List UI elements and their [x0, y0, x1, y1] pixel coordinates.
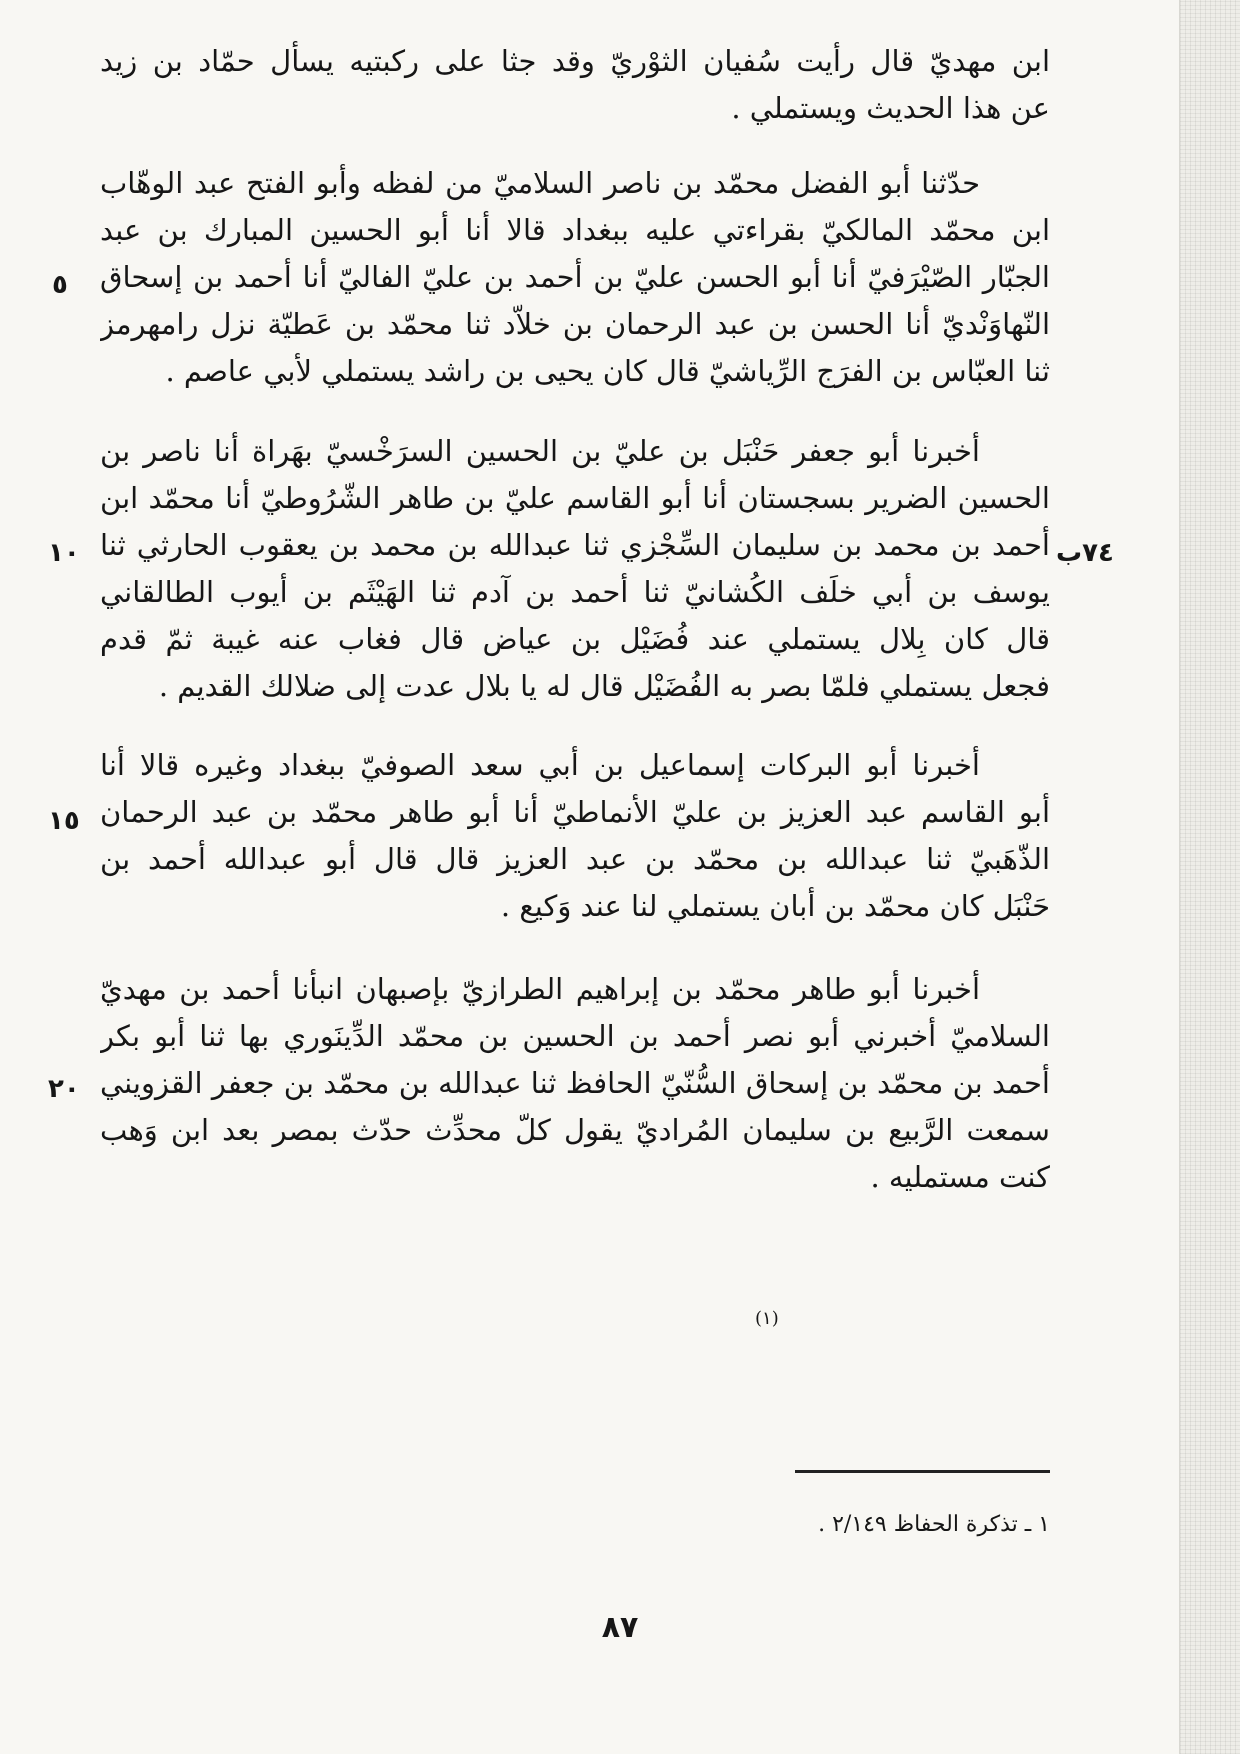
paragraph-4 — [100, 742, 1050, 930]
paragraph-1 — [100, 38, 1050, 132]
paragraph-3 — [100, 428, 1050, 710]
margin-line-number-10: ١٠ — [48, 538, 80, 568]
folio-marker: ٧٤ب — [1056, 538, 1114, 568]
text-line: حَنْبَل كان محمّد بن أبان يستملي لنا عند وَكيع . — [500, 889, 1050, 923]
text-line: أخبرنا أبو جعفر حَنْبَل بن عليّ بن الحسين السرَخْسيّ بهَراة أنا ناصر بن — [100, 434, 980, 468]
text-line: ابن محمّد المالكيّ بقراءتي عليه ببغداد قالا أنا أبو الحسين المبارك بن عبد — [100, 213, 1050, 247]
footnote: ١ ـ تذكرة الحفاظ ٢/١٤٩ . — [818, 1512, 1050, 1537]
page-edge-texture — [1179, 0, 1240, 1754]
text-line: أخبرنا أبو البركات إسماعيل بن أبي سعد الصوفيّ ببغداد وغيره قالا أنا — [100, 748, 980, 782]
text-line: أخبرنا أبو طاهر محمّد بن إبراهيم الطرازيّ بإصبهان انبأنا أحمد بن مهديّ — [100, 972, 980, 1006]
margin-line-number-5: ٥ — [52, 270, 68, 300]
text-line: الحسين الضرير بسجستان أنا أبو القاسم عليّ بن طاهر الشّرُوطيّ أنا محمّد ابن — [100, 481, 1050, 515]
text-line: حدّثنا أبو الفضل محمّد بن ناصر السلاميّ من لفظه وأبو الفتح عبد الوهّاب — [100, 166, 980, 200]
text-line: السلاميّ أخبرني أبو نصر أحمد بن الحسين بن محمّد الدِّينَوري بها ثنا أبو بكر — [100, 1019, 1050, 1053]
text-line: أحمد بن محمد بن سليمان السِّجْزي ثنا عبدالله بن محمد بن يعقوب الحارثي ثنا — [100, 528, 1050, 562]
text-line: ثنا العبّاس بن الفرَج الرِّياشيّ قال كان يحيى بن راشد يستملي لأبي عاصم . — [165, 354, 1050, 388]
text-line: فجعل يستملي فلمّا بصر به الفُضَيْل قال له يا بلال عدت إلى ضلالك القديم . — [158, 669, 1050, 703]
text-line: يوسف بن أبي خلَف الكُشانيّ ثنا أحمد بن آدم ثنا الهَيْثَم بن أيوب الطالقاني — [100, 575, 1050, 609]
page-number: ٨٧ — [601, 1610, 639, 1645]
paragraph-5 — [100, 966, 1050, 1201]
text-line: أحمد بن محمّد بن إسحاق السُّنّيّ الحافظ ثنا عبدالله بن محمّد بن جعفر القزويني — [100, 1066, 1050, 1100]
text-line: أبو القاسم عبد العزيز بن عليّ الأنماطيّ أنا أبو طاهر محمّد بن عبد الرحمان — [100, 795, 1050, 829]
footnote-reference-marker: (١) — [755, 1308, 779, 1329]
margin-line-number-15: ١٥ — [48, 806, 80, 836]
text-line: سمعت الرَّبيع بن سليمان المُراديّ يقول كلّ محدِّث حدّث بمصر بعد ابن وَهب — [100, 1113, 1050, 1147]
text-line: قال كان بِلال يستملي عند فُضَيْل بن عياض قال فغاب عنه غيبة ثمّ قدم — [100, 622, 1050, 656]
text-line: كنت مستمليه . — [870, 1160, 1050, 1194]
text-line: النّهاوَنْديّ أنا الحسن بن عبد الرحمان بن خلاّد ثنا محمّد بن عَطيّة نزل رامهرمز — [100, 307, 1050, 341]
text-line: ابن مهديّ قال رأيت سُفيان الثوْريّ وقد جثا على ركبتيه يسأل حمّاد بن زيد — [100, 44, 1050, 78]
text-line: الجبّار الصّيْرَفيّ أنا أبو الحسن عليّ بن أحمد بن عليّ الفاليّ أنا أحمد بن إسحاق — [100, 260, 1050, 294]
paragraph-2 — [100, 160, 1050, 395]
text-line: الذّهَبيّ ثنا عبدالله بن محمّد بن عبد العزيز قال قال أبو عبدالله أحمد بن — [100, 842, 1050, 876]
margin-line-number-20: ٢٠ — [48, 1074, 80, 1104]
footnote-separator-rule — [795, 1470, 1050, 1473]
text-line: عن هذا الحديث ويستملي . — [731, 91, 1050, 125]
